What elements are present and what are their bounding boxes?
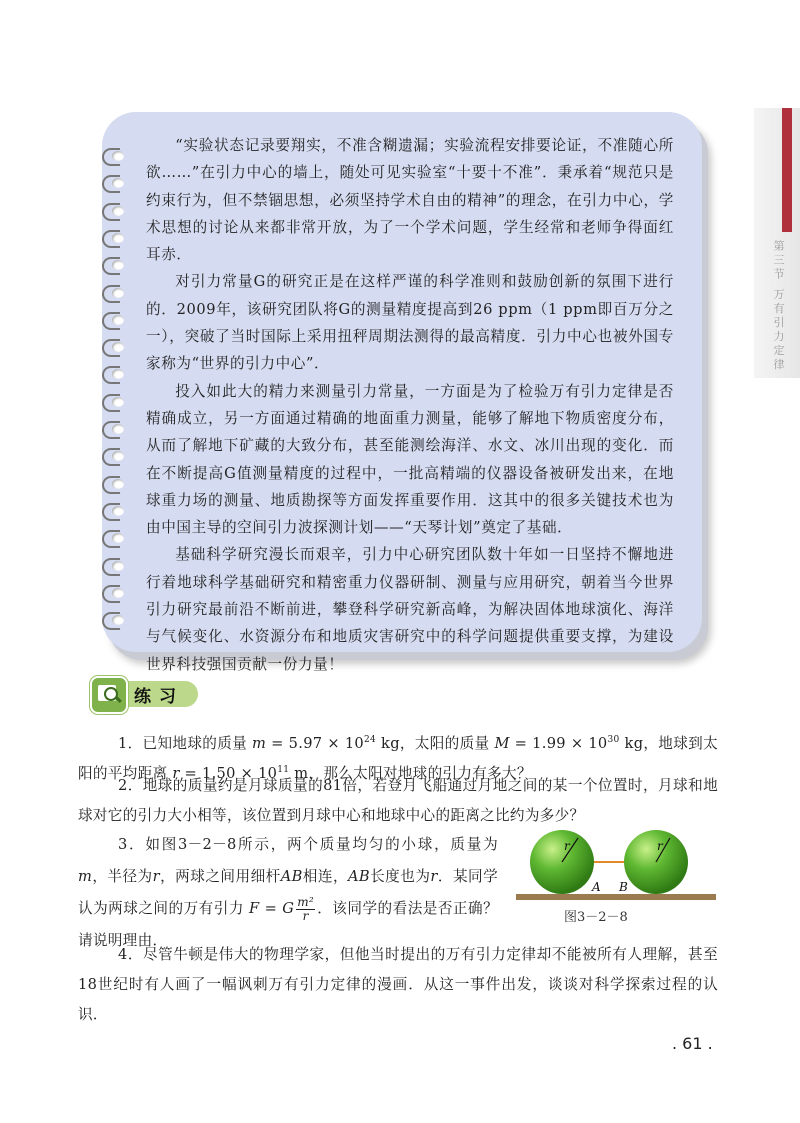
notebook-panel bbox=[102, 112, 702, 673]
notebook-ring bbox=[102, 230, 124, 246]
notebook-ring bbox=[102, 203, 124, 219]
figure-label-a: A bbox=[592, 880, 601, 894]
notebook-ring bbox=[102, 476, 124, 492]
notebook-ring bbox=[102, 530, 124, 546]
figure-label-b: B bbox=[619, 880, 628, 894]
notebook-rings bbox=[96, 148, 136, 668]
exercise-question-4: 4．尽管牛顿是伟大的物理学家，但他当时提出的万有引力定律却不能被所有人理解，甚至18世纪时有人画了一幅讽刺万有引力定律的漫画．从这一事件出发，谈谈对科学探索过程的认识． bbox=[78, 946, 718, 1023]
notebook-ring bbox=[102, 558, 124, 574]
notebook-ring bbox=[102, 148, 124, 164]
notebook-text bbox=[146, 132, 674, 678]
notebook-ring bbox=[102, 448, 124, 464]
chapter-side-tab bbox=[754, 108, 800, 378]
notebook-paragraph-3: 投入如此大的精力来测量引力常量，一方面是为了检验万有引力定律是否精确成立，另一方面通过精确的地面重力测量，能够了解地下物质密度分布，从而了解地下矿藏的大致分布，甚至能测绘海洋、水文、冰川出现的变化．而在不断提高G值测量精度的过程中，一批高精端的仪器设备被研发出来，在地球重力场的测量、地质勘探等方面发挥重要作用．这其中的很多关键技术也为由中国主导的空间引力波探测计划——“天琴计划”奠定了基础． bbox=[146, 382, 674, 537]
chapter-tab-label: 第三节 万有引力定律 bbox=[772, 240, 785, 373]
notebook-ring bbox=[102, 394, 124, 410]
page-number: . 61 . bbox=[672, 1034, 713, 1053]
notebook-ring bbox=[102, 312, 124, 328]
notebook-ring bbox=[102, 285, 124, 301]
magnifier-icon bbox=[90, 676, 128, 714]
notebook-ring bbox=[102, 175, 124, 191]
notebook-ring bbox=[102, 366, 124, 382]
figure-label-r-right: r bbox=[657, 839, 663, 853]
notebook-ring bbox=[102, 257, 124, 273]
notebook-paragraph-1: “实验状态记录要翔实，不准含糊遗漏；实验流程安排要论证，不准随心所欲……”在引力中心的墙上，随处可见实验室“十要十不准”．秉承着“规范只是约束行为，但不禁锢思想，必须坚持学术自由的精神”的理念，在引力中心，学术思想的讨论从来都非常开放，为了一个学术问题，学生经常和老师争得面红耳赤． bbox=[146, 137, 674, 264]
notebook-ring bbox=[102, 339, 124, 355]
formula-fraction: $\frac{\text{m²}}{r}$ bbox=[297, 894, 315, 923]
notebook-paragraph-2: 对引力常量G的研究正是在这样严谨的科学准则和鼓励创新的氛围下进行的．2009年，该研究团队将G的测量精度提高到26 ppm（1 ppm即百万分之一），突破了当时国际上采用扭秤周期法测得的最高精度．引力中心也被外国专家称为“世界的引力中心”． bbox=[146, 273, 674, 373]
chapter-color-bar bbox=[782, 108, 792, 232]
exercise-question-3: 3．如图3－2－8所示，两个质量均匀的小球，质量为m，半径为r，两球之间用细杆AB相连，AB长度也为r．某同学认为两球之间的万有引力 F = G $\frac{\text{m²}}{r}$ ．该同学的看法是否正确？请说明理由． bbox=[78, 836, 498, 949]
exercise-question-1: 1．已知地球的质量 $m = 5.97 \times 10^{24}$ kg，太阳的质量 $M = 1.99 \times 10^{30}$ kg，地球到太阳的平均距离 $r = 1.50 \times 10^{11}$ m，那么太阳对地球的引力有多大？ bbox=[78, 735, 718, 782]
figure-caption: 图3－2－8 bbox=[564, 910, 628, 925]
exercise-question-2: 2．地球的质量约是月球质量的81倍，若登月飞船通过月地之间的某一个位置时，月球和地球对它的引力大小相等，该位置到月球中心和地球中心的距离之比约为多少？ bbox=[78, 777, 718, 824]
notebook-ring bbox=[102, 585, 124, 601]
exercise-header bbox=[90, 676, 200, 712]
exercise-title: 练习 bbox=[134, 687, 184, 707]
notebook-paragraph-4: 基础科学研究漫长而艰辛，引力中心研究团队数十年如一日坚持不懈地进行着地球科学基础研究和精密重力仪器研制、测量与应用研究，朝着当今世界引力研究最前沿不断前进，攀登科学研究新高峰，为解决固体地球演化、海洋与气候变化、水资源分布和地质灾害研究中的科学问题提供重要支撑，为建设世界科技强国贡献一份力量！ bbox=[146, 546, 674, 673]
figure-label-r-left: r bbox=[564, 839, 570, 853]
figure-ground bbox=[516, 894, 716, 900]
notebook-ring bbox=[102, 612, 124, 628]
notebook-ring bbox=[102, 421, 124, 437]
notebook-ring bbox=[102, 503, 124, 519]
